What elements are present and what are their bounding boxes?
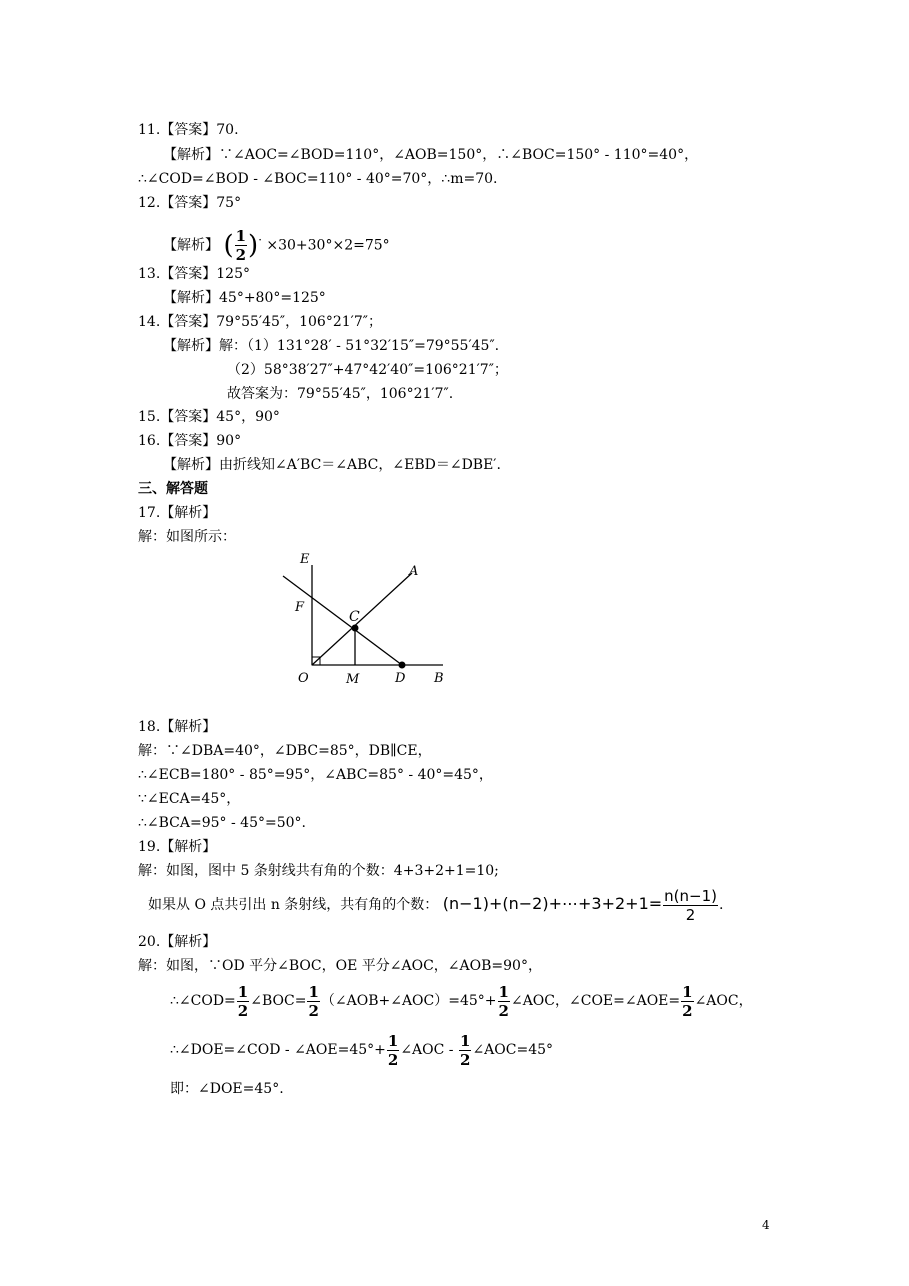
analysis-20-conclusion: 即：∠DOE=45°. xyxy=(170,1081,284,1097)
analysis-19-heading: 19.【解析】 xyxy=(138,839,217,855)
fraction-half xyxy=(237,983,249,1020)
analysis-19-text: 如果从 O 点共引出 n 条射线，共有角的个数： xyxy=(148,897,439,913)
page-number: 4 xyxy=(762,1218,770,1232)
text-segment: （∠AOB+∠AOC）=45°+ xyxy=(320,993,497,1009)
text-segment: ∴∠COD= xyxy=(170,993,236,1009)
fraction-numerator: 1 xyxy=(237,982,249,1001)
fraction-half xyxy=(235,227,247,264)
label-d: D xyxy=(395,671,406,686)
label-m: M xyxy=(346,672,360,687)
analysis-16: 【解析】由折线知∠A′BC＝∠ABC，∠EBD＝∠DBE′. xyxy=(163,457,501,473)
answer-12: 12.【答案】75° xyxy=(138,195,242,211)
analysis-20-line3 xyxy=(170,1030,553,1070)
analysis-14-line3: 故答案为：79°55′45″，106°21′7″. xyxy=(227,386,454,402)
fraction-denominator: 2 xyxy=(387,1050,399,1069)
point-d xyxy=(399,662,406,669)
fraction-denominator: 2 xyxy=(498,1001,509,1020)
geometry-figure xyxy=(270,545,470,690)
answer-11: 11.【答案】70. xyxy=(138,122,239,138)
period: . xyxy=(719,897,724,913)
analysis-12 xyxy=(163,220,390,266)
fraction-numerator: 1 xyxy=(460,1031,471,1050)
open-paren: ( xyxy=(223,230,234,261)
analysis-18-line1: 解：∵∠DBA=40°，∠DBC=85°，DB∥CE， xyxy=(138,743,432,759)
fraction-half xyxy=(387,1032,399,1069)
analysis-14-line1: 【解析】解：（1）131°28′ - 51°32′15″=79°55′45″. xyxy=(163,338,500,354)
answer-15: 15.【答案】45°，90° xyxy=(138,409,280,425)
analysis-19-line1: 解：如图，图中 5 条射线共有角的个数：4+3+2+1=10; xyxy=(138,863,499,879)
label-b: B xyxy=(434,671,444,686)
analysis-20-heading: 20.【解析】 xyxy=(138,934,217,950)
ray-oa xyxy=(312,573,412,665)
analysis-12-prefix: 【解析】 xyxy=(163,237,219,254)
analysis-20-line2 xyxy=(170,981,753,1021)
analysis-20-line1: 解：如图，∵OD 平分∠BOC，OE 平分∠AOC，∠AOB=90°， xyxy=(138,958,542,974)
fraction-numerator: 1 xyxy=(308,982,319,1001)
fraction-numerator: 1 xyxy=(498,982,509,1001)
fraction-numerator: 1 xyxy=(387,1031,399,1050)
fraction-numerator: 1 xyxy=(682,982,693,1001)
analysis-18-line3: ∵∠ECA=45°， xyxy=(138,791,241,807)
text-segment: ∠BOC= xyxy=(250,993,307,1009)
analysis-17-text: 解：如图所示： xyxy=(138,529,236,545)
section-heading: 三、解答题 xyxy=(138,481,208,497)
analysis-18-heading: 18.【解析】 xyxy=(138,719,217,735)
fraction-denominator: 2 xyxy=(460,1050,471,1069)
line-fd xyxy=(283,576,402,665)
analysis-12-expression: ×30+30°×2=75° xyxy=(266,237,390,254)
fraction-denominator: 2 xyxy=(685,905,696,924)
label-a: A xyxy=(409,564,419,579)
analysis-18-line2: ∴∠ECB=180° - 85°=95°，∠ABC=85° - 40°=45°， xyxy=(138,767,493,783)
analysis-19-expression: (n−1)+(n−2)+⋯+3+2+1= xyxy=(442,894,663,913)
text-segment: ∴∠DOE=∠COD - ∠AOE=45°+ xyxy=(170,1042,386,1058)
point-c xyxy=(352,625,359,632)
close-paren: ) xyxy=(248,230,259,261)
fraction-numerator: 1 xyxy=(235,227,247,246)
text-segment: ∠AOC， xyxy=(694,993,753,1009)
fraction-half xyxy=(498,983,510,1020)
analysis-17-heading: 17.【解析】 xyxy=(138,505,217,521)
label-f: F xyxy=(295,600,305,615)
label-c: C xyxy=(349,609,360,625)
analysis-18-line4: ∴∠BCA=95° - 45°=50°. xyxy=(138,815,306,831)
fraction-denominator: 2 xyxy=(308,1001,319,1020)
fraction-half xyxy=(307,983,319,1020)
analysis-11-line2: ∴∠COD=∠BOD - ∠BOC=110° - 40°=70°，∴m=70. xyxy=(138,171,498,187)
analysis-14-line2: （2）58°38′27″+47°42′40″=106°21′7″； xyxy=(227,362,508,378)
answer-13: 13.【答案】125° xyxy=(138,266,250,282)
fraction-denominator: 2 xyxy=(235,246,247,265)
degree-superscript: · xyxy=(258,233,262,247)
label-o: O xyxy=(298,671,309,686)
fraction-n-formula xyxy=(663,887,718,924)
fraction-half xyxy=(681,983,693,1020)
fraction-denominator: 2 xyxy=(237,1001,249,1020)
text-segment: ∠AOC，∠COE=∠AOE= xyxy=(510,993,681,1009)
answer-14: 14.【答案】79°55′45″，106°21′7″； xyxy=(138,314,382,330)
analysis-19-line2 xyxy=(148,885,723,924)
answer-16: 16.【答案】90° xyxy=(138,433,242,449)
text-segment: ∠AOC=45° xyxy=(472,1042,554,1058)
label-e: E xyxy=(300,552,310,567)
analysis-13: 【解析】45°+80°=125° xyxy=(163,290,326,306)
fraction-half xyxy=(459,1032,471,1069)
fraction-denominator: 2 xyxy=(682,1001,693,1020)
text-segment: ∠AOC - xyxy=(400,1042,458,1058)
analysis-11-line1: 【解析】∵∠AOC=∠BOD=110°，∠AOB=150°，∴∠BOC=150° - 110°=40°， xyxy=(163,147,699,163)
fraction-numerator: n(n−1) xyxy=(664,886,717,905)
